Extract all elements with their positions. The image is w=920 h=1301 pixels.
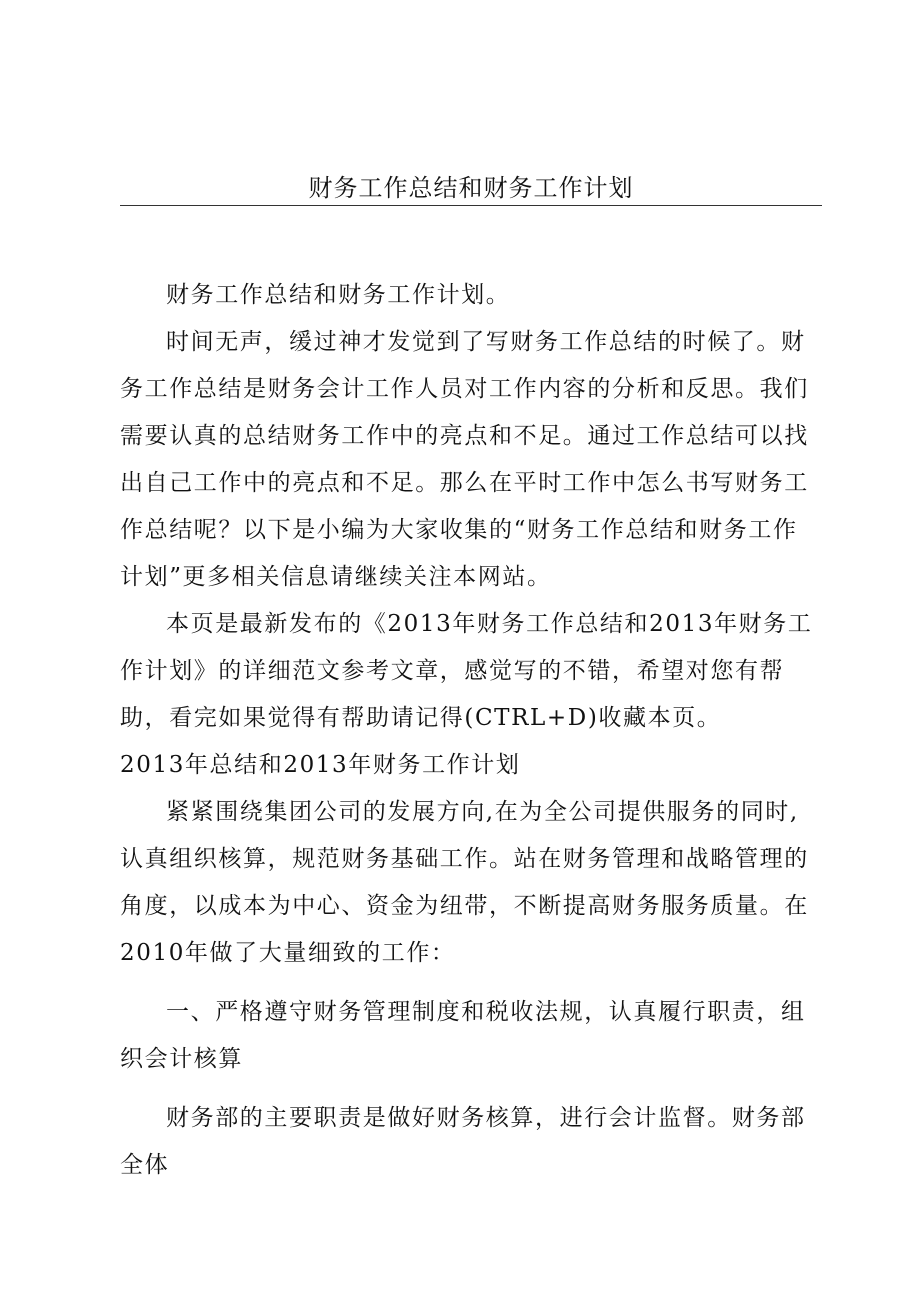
paragraph-overview: 紧紧围绕集团公司的发展方向,在为全公司提供服务的同时,认真组织核算，规范财务基础工作。站在财务管理和战略管理的角度，以成本为中心、资金为纽带，不断提高财务服务质量。在2010年做了大量细致的工作： xyxy=(120,799,809,966)
paragraph-preface: 时间无声，缓过神才发觉到了写财务工作总结的时候了。财务工作总结是财务会计工作人员对工作内容的分析和反思。我们需要认真的总结财务工作中的亮点和不足。通过工作总结可以找出自己工作中的亮点和不足。那么在平时工作中怎么书写财务工作总结呢？以下是小编为大家收集的“财务工作总结和财务工作计划”更多相关信息请继续关注本网站。 xyxy=(120,329,809,590)
paragraph-intro: 财务工作总结和财务工作计划。 xyxy=(166,282,511,308)
paragraph-duties: 财务部的主要职责是做好财务核算，进行会计监督。财务部全体 xyxy=(120,1105,806,1178)
document-body xyxy=(120,272,822,1189)
paragraph-page-note: 本页是最新发布的《2013年财务工作总结和2013年财务工作计划》的详细范文参考文章，感觉写的不错，希望对您有帮助，看完如果觉得有帮助请记得(CTRL+D)收藏本页。 xyxy=(120,611,813,731)
section-heading: 2013年总结和2013年财务工作计划 xyxy=(120,752,521,778)
page-header-title: 财务工作总结和财务工作计划 xyxy=(308,174,634,202)
header-divider xyxy=(120,205,822,206)
subheading-one: 一、严格遵守财务管理制度和税收法规，认真履行职责，组织会计核算 xyxy=(120,999,806,1072)
